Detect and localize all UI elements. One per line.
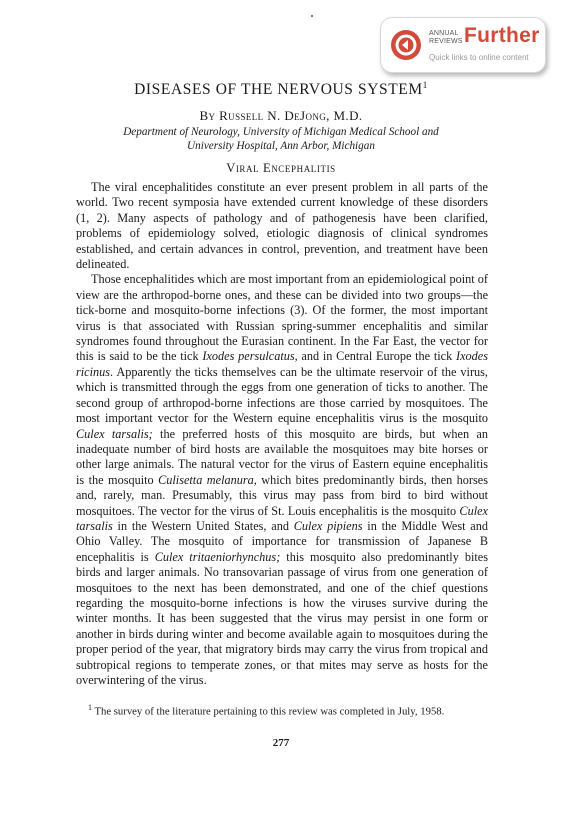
page-number: 277 — [272, 737, 290, 749]
paragraph-text: this mosquito also predominantly bites birds and larger animals. No transovarian passage of virus from one generation of mosquitoes to the next has been demonstrated, and one of the chief questions regarding the mosquito-borne infections is how the viruses survive during the winter months. It has been suggested that the virus may persist in one form or another in birds during winter and become available again to mosquitoes during the proper period of the year, that migratory birds may carry the virus from tropical and subtropical regions to temperate zones, or that mites may serve as hosts for the overwintering of the virus. — [76, 549, 488, 687]
species-name: Ixodes persulcatus — [202, 349, 295, 364]
species-name: Culisetta melanura — [158, 472, 254, 487]
paragraph-2 — [76, 272, 488, 688]
badge-further-label: Further — [464, 24, 540, 47]
further-links-badge[interactable] — [380, 17, 546, 73]
paragraph-text: the preferred hosts of this mosquito are birds, but when an inadequate number of bird hosts are available the mosquitoes may bite horses or other large animals. The natural vector for the virus of Eastern equine encephalitis is the mosquito — [76, 426, 488, 487]
species-name: Ixodes ricinus — [76, 349, 488, 379]
species-name: Culex pipiens — [293, 518, 363, 533]
paragraph-text: . Apparently the ticks themselves can be the ultimate reservoir of the virus, which is transmitted through the eggs from one generation of ticks to another. The second group of arthropod-borne infections are those carried by mosquitoes. The most important vector for the Western equine encephalitis virus is the mosquito — [76, 364, 488, 426]
paragraph-text: in the Middle West and Ohio Valley. The mosquito of importance for transmission of Japanese B encephalitis is — [76, 518, 488, 564]
article-body — [76, 180, 488, 688]
paragraph-text: Those encephalitides which are most important from an epidemiological point of view are the arthropod-borne ones, and these can be divided into two groups—the tick-borne and mosquito-borne infections (3). Of the former, the most important virus is that associated with Russian spring-summer encephalitis and similar syndromes found throughout the Eurasian continent. In the Far East, the vector for this is said to be the tick — [76, 272, 488, 364]
species-name: Culex tarsalis; — [76, 426, 153, 441]
article-title — [0, 80, 562, 99]
footnote — [76, 701, 488, 719]
article-title-text: DISEASES OF THE NERVOUS SYSTEM — [134, 81, 423, 99]
footnote-text: The survey of the literature pertaining to this review was completed in July, 1958. — [92, 705, 445, 718]
badge-annual-reviews — [429, 30, 463, 46]
badge-subtitle: Quick links to online content — [429, 53, 529, 62]
scan-speck — [311, 15, 313, 17]
author-line: By Russell N. DeJong, M.D. — [199, 108, 363, 123]
paragraph-text: , and in Central Europe the tick — [294, 349, 457, 364]
title-footnote-marker: 1 — [422, 80, 428, 90]
species-name: Culex tritaeniorhynchus; — [154, 549, 281, 564]
affiliation-line-1: Department of Neurology, University of Michigan Medical School and — [123, 126, 439, 138]
section-heading: Viral Encephalitis — [226, 161, 336, 175]
paragraph-text: , which bites predominantly birds, then horses and, rarely, man. Presumably, this virus may pass from bird to bird without mosquitoes. The vector for the virus of St. Louis encephalitis is the mosquito — [76, 472, 488, 518]
paragraph-1: The viral encephalitides constitute an ever present problem in all parts of the world. Two recent symposia have extended current knowledge of these disorders (1, 2). Many aspects of pathology and of pathogenesis have been clarified, problems of epidemiology solved, etiologic diagnosis of clinical syndromes established, and certain advances in control, prevention, and treatment have been delineated. — [76, 180, 488, 272]
badge-annual-label: ANNUAL — [429, 30, 459, 37]
footnote-marker: 1 — [88, 703, 92, 712]
play-arrow-icon — [390, 29, 422, 61]
affiliation-line-2: University Hospital, Ann Arbor, Michigan — [187, 140, 375, 152]
species-name: Culex tarsalis — [76, 503, 488, 533]
paragraph-text: in the Western United States, and — [112, 518, 294, 533]
badge-reviews-label: REVIEWS — [429, 38, 463, 45]
